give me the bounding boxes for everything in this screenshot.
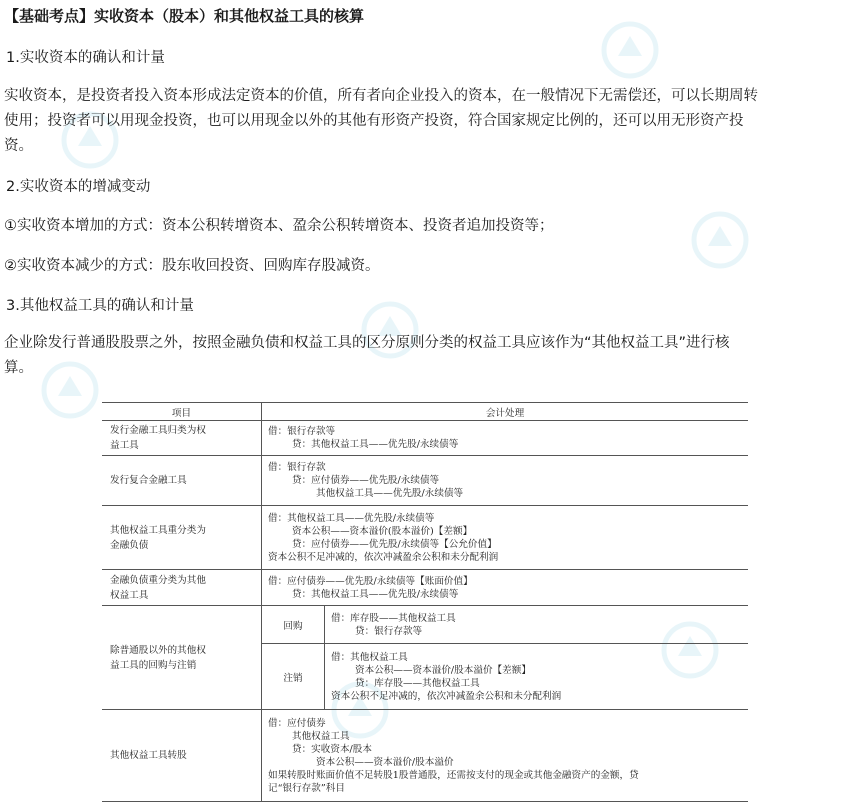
entry-line: 其他权益工具 [292, 730, 350, 742]
page-title: 【基础考点】实收资本（股本）和其他权益工具的核算 [4, 7, 365, 25]
entry-line: 如果转股时账面价值不足转股1股普通股，还需按支付的现金或其他金融资产的金额，贷 [268, 769, 639, 781]
entry-line: 借：应付债券 [268, 717, 326, 729]
section-2-item-decrease: ②实收资本减少的方式：股东收回投资、回购库存股减资。 [4, 258, 380, 274]
paragraph-line: 企业除发行普通股股票之外，按照金融负债和权益工具的区分原则分类的权益工具应该作为“其他权益工具”进行核 [4, 335, 730, 351]
section-3-title: 3.其他权益工具的确认和计量 [6, 298, 194, 314]
table-row [102, 421, 748, 456]
entry-line: 资本公积——资本溢价/股本溢价【差额】 [355, 664, 531, 676]
entry-line: 借：应付债券——优先股/永续债等【账面价值】 [268, 575, 473, 587]
table-row [102, 506, 748, 570]
row-item: 发行复合金融工具 [102, 456, 262, 506]
entry-line: 借：其他权益工具——优先股/永续债等 [268, 512, 435, 524]
item-line: 金融负债 [110, 539, 149, 551]
header-item: 项目 [102, 403, 262, 421]
row-treatment [262, 506, 749, 570]
table-row [102, 456, 748, 506]
watermark-logo-icon [690, 210, 750, 270]
row-treatment [262, 710, 749, 802]
table-row [102, 710, 748, 802]
section-1-paragraph [4, 84, 834, 159]
section-1-title: 1.实收资本的确认和计量 [6, 50, 165, 66]
item-line: 其他权益工具重分类为 [110, 524, 206, 536]
row-treatment [262, 421, 749, 456]
header-treatment: 会计处理 [262, 403, 749, 421]
table-header-row [102, 403, 748, 421]
entry-line: 借：库存股——其他权益工具 [331, 612, 456, 624]
entry-line: 借：其他权益工具 [331, 651, 408, 663]
entry-line: 资本公积——资本溢价/股本溢价 [316, 756, 454, 768]
row-treatment [262, 570, 749, 606]
item-line: 益工具的回购与注销 [110, 659, 197, 671]
entry-line: 资本公积不足冲减的，依次冲减盈余公积和未分配利润 [268, 551, 499, 563]
row-treatment [325, 644, 749, 710]
entry-line: 贷：库存股——其他权益工具 [355, 677, 480, 689]
paragraph-line: 算。 [4, 360, 33, 376]
item-line: 发行金融工具归类为权 [110, 425, 206, 436]
entry-line: 贷：其他权益工具——优先股/永续债等 [292, 439, 459, 450]
entry-line: 贷：银行存款等 [355, 625, 423, 637]
table-row [102, 606, 748, 644]
row-treatment [325, 606, 749, 644]
entry-line: 贷：应付债券——优先股/永续债等【公允价值】 [292, 538, 497, 550]
entry-line: 借：银行存款 [268, 462, 326, 473]
entry-line: 其他权益工具——优先股/永续债等 [316, 488, 464, 499]
row-item: 其他权益工具转股 [102, 710, 262, 802]
table-row [102, 570, 748, 606]
accounting-table [102, 402, 748, 802]
section-2-item-increase: ①实收资本增加的方式：资本公积转增资本、盈余公积转增资本、投资者追加投资等； [4, 218, 554, 234]
row-item [102, 506, 262, 570]
paragraph-line: 实收资本，是投资者投入资本形成法定资本的价值，所有者向企业投入的资本，在一般情况下无需偿还，可以长期周转 [4, 88, 758, 104]
row-item [102, 606, 262, 710]
item-line: 益工具 [110, 440, 139, 451]
sub-item-cancel: 注销 [262, 644, 325, 710]
entry-line: 资本公积——资本溢价(股本溢价)【差额】 [292, 525, 473, 537]
item-line: 权益工具 [110, 589, 149, 601]
paragraph-line: 资。 [4, 138, 33, 154]
entry-line: 贷：其他权益工具——优先股/永续债等 [292, 588, 459, 600]
row-treatment [262, 456, 749, 506]
sub-item-repurchase: 回购 [262, 606, 325, 644]
row-item [102, 421, 262, 456]
row-item [102, 570, 262, 606]
section-2-title: 2.实收资本的增减变动 [6, 179, 151, 195]
entry-line: 贷：应付债券——优先股/永续债等 [292, 475, 440, 486]
entry-line: 贷：实收资本/股本 [292, 743, 372, 755]
item-line: 金融负债重分类为其他 [110, 574, 206, 586]
entry-line: 借：银行存款等 [268, 426, 336, 437]
item-line: 除普通股以外的其他权 [110, 644, 206, 656]
entry-line: 资本公积不足冲减的，依次冲减盈余公积和未分配利润 [331, 690, 562, 702]
paragraph-line: 使用；投资者可以用现金投资，也可以用现金以外的其他有形资产投资，符合国家规定比例的，还可以用无形资产投 [4, 113, 744, 129]
watermark-logo-icon [600, 20, 660, 80]
section-3-paragraph [4, 331, 834, 381]
entry-line: 记“银行存款”科目 [268, 782, 345, 794]
